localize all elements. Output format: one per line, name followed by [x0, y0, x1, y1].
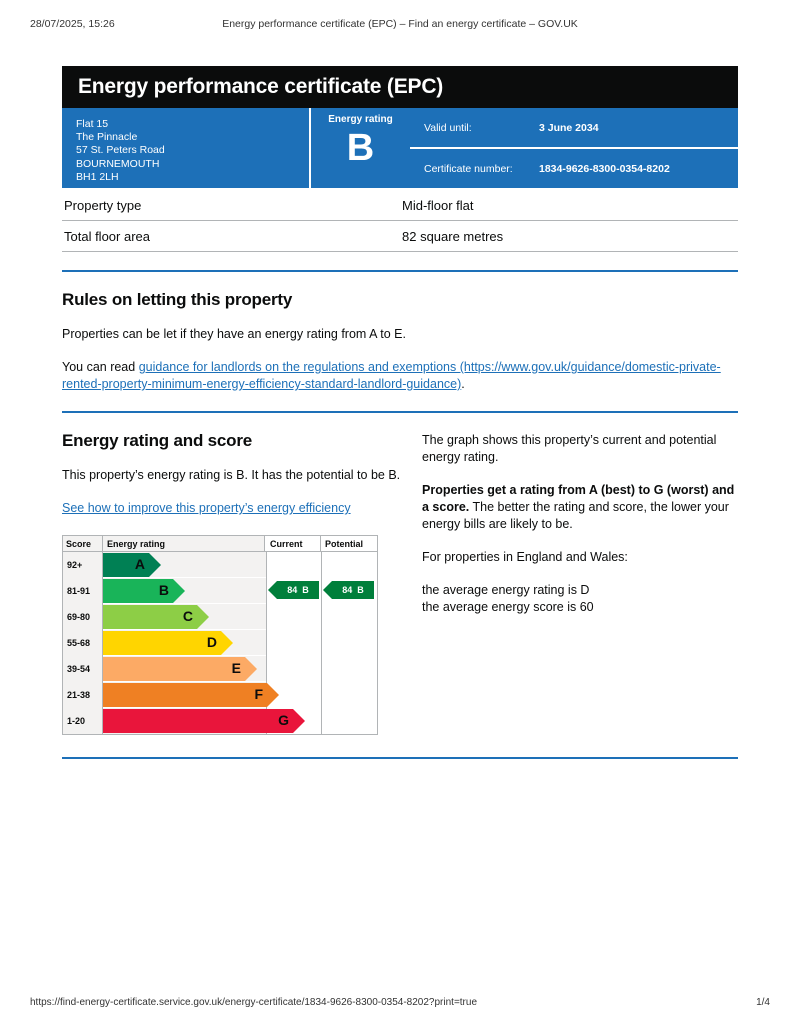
band-arrow-icon: [197, 605, 209, 629]
address-line-3: 57 St. Peters Road: [76, 144, 165, 157]
band-score: 55-68: [63, 630, 103, 656]
letting-paragraph-1: Properties can be let if they have an energy rating from A to E.: [62, 327, 406, 341]
letting-heading: Rules on letting this property: [62, 290, 293, 309]
graph-header-current: Current: [265, 536, 321, 551]
certificate-number-label: Certificate number:: [424, 162, 513, 175]
band-letter: C: [182, 607, 193, 624]
england-wales-intro: For properties in England and Wales:: [422, 550, 628, 564]
band-bar: [103, 579, 173, 603]
rating-scale-rest: The better the rating and score, the lower your energy bills are likely to be.: [422, 500, 729, 531]
marker-cell: [322, 578, 377, 604]
band-letter: E: [231, 659, 241, 676]
print-date: 28/07/2025, 15:26: [30, 18, 115, 30]
potential-score: 84: [342, 585, 353, 595]
improve-efficiency-paragraph: [62, 500, 422, 517]
graph-potential-column: [322, 552, 377, 734]
letting-paragraph-2: [62, 359, 738, 393]
marker-cell: [322, 552, 377, 578]
graph-header-row: [63, 536, 377, 552]
graph-header-rating: Energy rating: [103, 536, 265, 551]
band-score: 92+: [63, 552, 103, 578]
marker-cell: [267, 578, 321, 604]
page-title: Energy performance certificate (EPC): [78, 75, 444, 98]
marker-cell: [322, 682, 377, 708]
graph-band-row: [63, 630, 267, 656]
current-letter: B: [302, 585, 309, 595]
band-score: 21-38: [63, 682, 103, 708]
epc-summary-block: [62, 108, 738, 188]
energy-rating-right-column: [422, 413, 738, 735]
band-bar: [103, 683, 267, 707]
band-bar-wrap: [103, 630, 267, 656]
potential-rating-marker: [332, 581, 374, 599]
band-letter: F: [254, 685, 263, 702]
improve-efficiency-link[interactable]: See how to improve this property’s energy efficiency: [62, 501, 351, 515]
detail-row: [62, 188, 738, 221]
graph-explainer: The graph shows this property’s current and potential energy rating.: [422, 433, 717, 464]
energy-rating-label: Energy rating: [328, 114, 393, 125]
marker-arrow-icon: [323, 581, 332, 599]
marker-cell: [322, 630, 377, 656]
epc-document: [62, 66, 738, 759]
graph-band-row: [63, 708, 289, 734]
band-arrow-icon: [173, 579, 185, 603]
print-url: https://find-energy-certificate.service.gov.uk/energy-certificate/1834-9626-8300-0354-8202?print=true: [30, 997, 478, 1008]
band-score: 81-91: [63, 578, 103, 604]
marker-cell: [267, 630, 321, 656]
average-rating-line: the average energy rating is D: [422, 583, 590, 597]
marker-cell: [267, 604, 321, 630]
certificate-number-row: [410, 147, 738, 188]
graph-current-column: [267, 552, 322, 734]
average-score-line: the average energy score is 60: [422, 600, 594, 614]
marker-cell: [267, 656, 321, 682]
graph-band-row: [63, 682, 267, 708]
total-floor-area-label: Total floor area: [64, 229, 150, 244]
print-document-title: Energy performance certificate (EPC) – Find an energy certificate – GOV.UK: [222, 18, 578, 30]
energy-rating-left-column: [62, 413, 422, 735]
property-type-label: Property type: [64, 198, 142, 213]
band-bar-wrap: [103, 552, 267, 578]
section-divider: [62, 757, 738, 759]
address-line-1: Flat 15: [76, 118, 109, 130]
band-letter: B: [158, 581, 169, 598]
band-bar-wrap: [103, 656, 267, 682]
valid-until-label: Valid until:: [424, 121, 472, 134]
graph-body: [63, 552, 377, 734]
energy-rating-badge: [309, 108, 410, 188]
energy-rating-heading: Energy rating and score: [62, 431, 253, 450]
potential-letter: B: [357, 585, 364, 595]
address-line-2: The Pinnacle: [76, 131, 138, 144]
section-divider: [62, 270, 738, 272]
energy-rating-graph: [62, 535, 378, 735]
marker-cell: [322, 708, 377, 734]
band-score: 1-20: [63, 708, 103, 734]
band-score: 39-54: [63, 656, 103, 682]
graph-band-row: [63, 578, 267, 604]
certificate-number-value: 1834-9626-8300-0354-8202: [539, 162, 670, 175]
print-page-number: 1/4: [756, 997, 770, 1008]
band-arrow-icon: [149, 553, 161, 577]
graph-band-row: [63, 604, 267, 630]
marker-cell: [322, 604, 377, 630]
detail-row: [62, 221, 738, 252]
marker-cell: [322, 656, 377, 682]
energy-rating-section: [62, 413, 738, 735]
current-score: 84: [287, 585, 298, 595]
rating-scale-explainer: [422, 482, 738, 533]
current-rating-marker: [277, 581, 319, 599]
graph-band-list: [63, 552, 289, 734]
graph-band-row: [63, 552, 267, 578]
valid-until-row: [410, 108, 738, 147]
band-bar-wrap: [103, 578, 267, 604]
print-footer: [0, 997, 800, 1011]
band-bar: [103, 631, 221, 655]
marker-cell: [267, 682, 321, 708]
epc-title-banner: [62, 66, 738, 108]
letting-paragraph-2-suffix: .: [461, 377, 465, 391]
energy-rating-paragraph: This property’s energy rating is B. It has the potential to be B.: [62, 468, 401, 482]
address-line-4: BOURNEMOUTH: [76, 157, 160, 170]
band-bar: [103, 709, 293, 733]
marker-cell: [267, 552, 321, 578]
band-score: 69-80: [63, 604, 103, 630]
marker-arrow-icon: [268, 581, 277, 599]
valid-until-value: 3 June 2034: [539, 121, 599, 134]
band-bar: [103, 553, 149, 577]
property-type-value: Mid-floor flat: [402, 198, 474, 213]
print-header: [0, 18, 800, 32]
energy-rating-letter: B: [346, 127, 375, 169]
band-bar: [103, 605, 197, 629]
band-bar: [103, 657, 245, 681]
landlord-guidance-link[interactable]: guidance for landlords on the regulations and exemptions (https://www.gov.uk/guidance/domestic-private-rented-property-minimum-energy-efficiency-standard-landlord-guidance): [62, 360, 721, 391]
band-arrow-icon: [245, 657, 257, 681]
rating-scale-bold: Properties get a rating from A (best) to G (worst) and a score.: [422, 483, 735, 514]
band-arrow-icon: [221, 631, 233, 655]
band-bar-wrap: [103, 708, 289, 734]
band-letter: A: [134, 555, 145, 572]
certificate-meta: [410, 108, 738, 188]
marker-cell: [267, 708, 321, 734]
letting-paragraph-2-prefix: You can read: [62, 360, 139, 374]
total-floor-area-value: 82 square metres: [402, 229, 504, 244]
graph-header-potential: Potential: [321, 536, 377, 551]
band-letter: G: [278, 712, 289, 728]
band-bar-wrap: [103, 682, 267, 708]
graph-header-score: Score: [63, 536, 103, 551]
graph-band-row: [63, 656, 267, 682]
property-address: [62, 108, 309, 188]
address-postcode: BH1 2LH: [76, 170, 119, 183]
band-letter: D: [206, 633, 217, 650]
band-bar-wrap: [103, 604, 267, 630]
